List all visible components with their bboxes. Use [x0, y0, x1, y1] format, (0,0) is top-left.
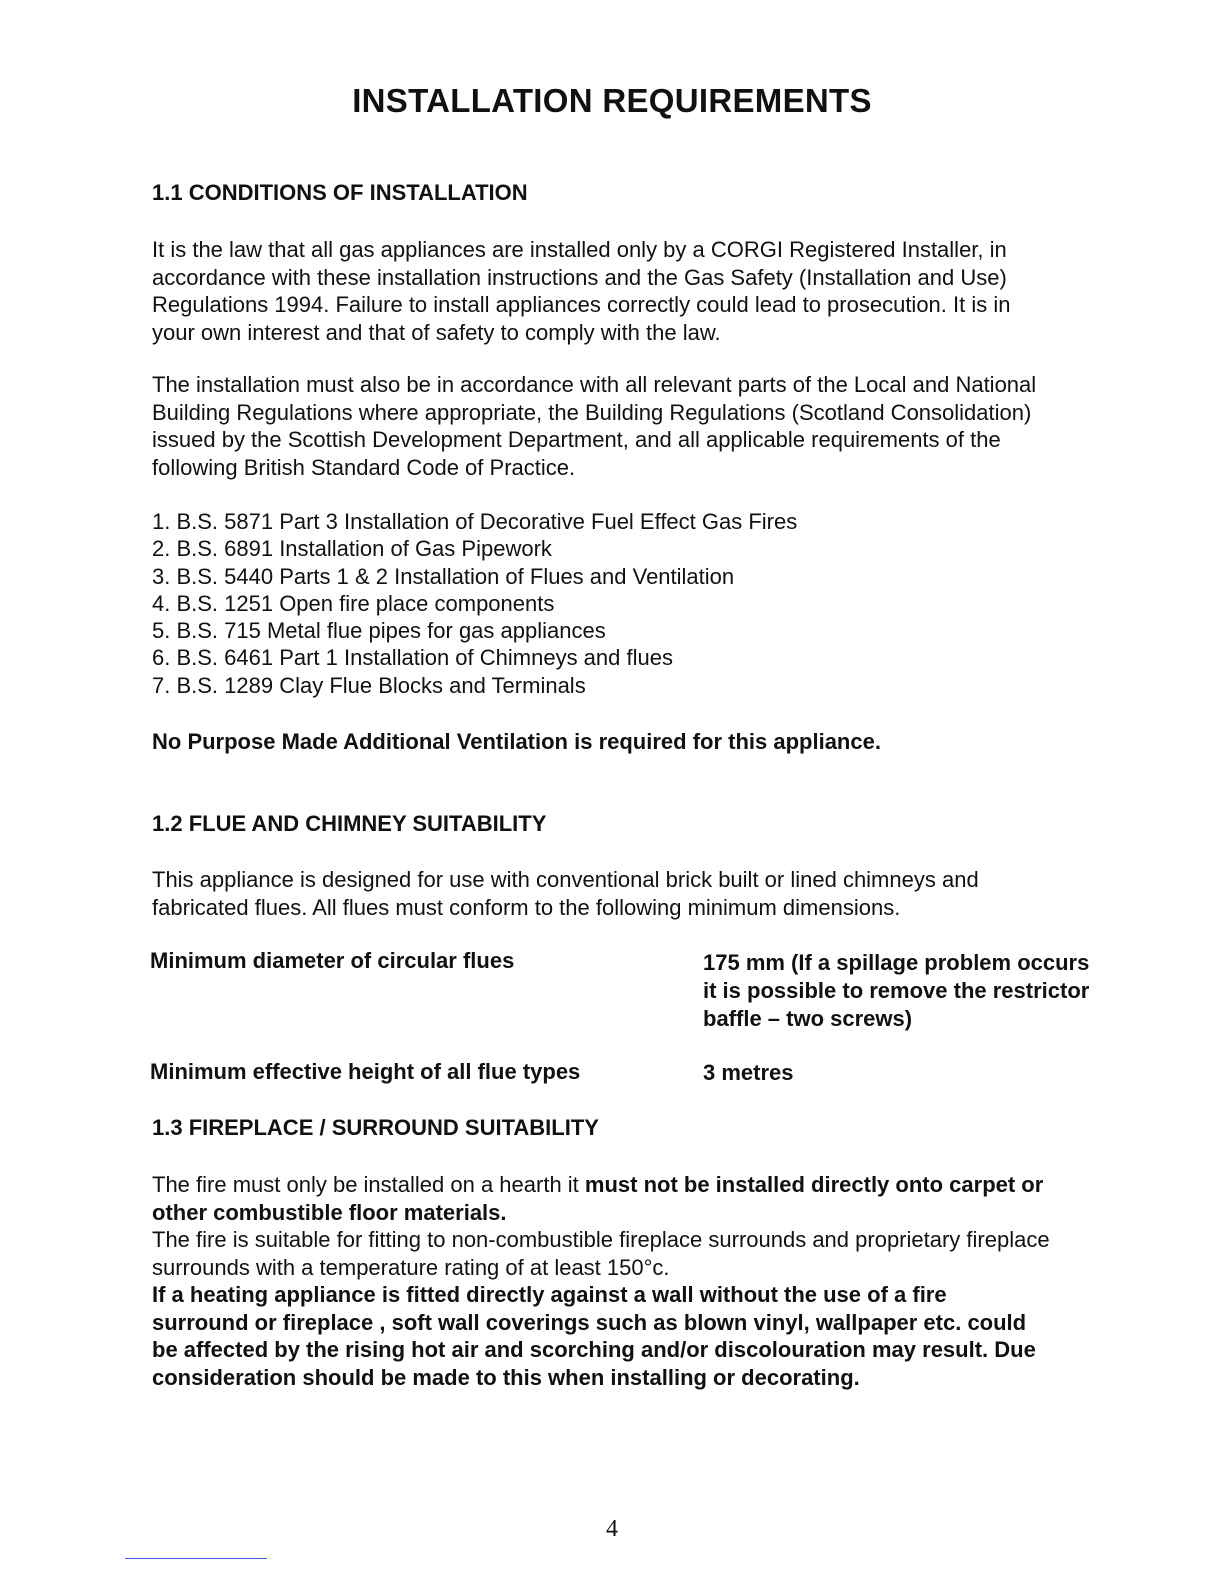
- text-line: following British Standard Code of Practice.: [152, 454, 576, 480]
- height-value: [703, 1059, 794, 1087]
- paragraph-hearth: [152, 1171, 1132, 1391]
- text-line: surrounds with a temperature rating of at least 150°c.: [152, 1254, 670, 1280]
- text-line: accordance with these installation instructions and the Gas Safety (Installation and Use): [152, 264, 1007, 290]
- text-line: The installation must also be in accordance with all relevant parts of the Local and National: [152, 372, 1037, 397]
- list-item: 1. B.S. 5871 Part 3 Installation of Decorative Fuel Effect Gas Fires: [152, 509, 798, 534]
- section-heading-fireplace: 1.3 FIREPLACE / SURROUND SUITABILITY: [152, 1115, 599, 1140]
- text-line: issued by the Scottish Development Department, and all applicable requirements of the: [152, 427, 1001, 452]
- diameter-label: Minimum diameter of circular flues: [150, 948, 515, 973]
- section-heading-conditions: 1.1 CONDITIONS OF INSTALLATION: [152, 180, 528, 205]
- text-line: This appliance is designed for use with conventional brick built or lined chimneys and: [152, 867, 979, 892]
- hearth-warning-cont: other combustible floor materials.: [152, 1199, 507, 1225]
- text-line: baffle – two screws): [703, 1006, 913, 1031]
- text-line: it is possible to remove the restrictor: [703, 978, 1090, 1003]
- diameter-value: [703, 949, 1089, 1033]
- hearth-warning: must not be installed directly onto carpet or: [584, 1172, 1044, 1197]
- hearth-text: The fire must only be installed on a hearth it: [152, 1172, 585, 1197]
- list-item: 6. B.S. 6461 Part 1 Installation of Chimneys and flues: [152, 645, 673, 671]
- text-line: be affected by the rising hot air and scorching and/or discolouration may result. Due: [152, 1337, 1036, 1362]
- text-line: consideration should be made to this when installing or decorating.: [152, 1364, 860, 1390]
- text-line: surround or fireplace , soft wall coverings such as blown vinyl, wallpaper etc. could: [152, 1309, 1027, 1335]
- divider: [125, 1558, 267, 1559]
- list-item: 5. B.S. 715 Metal flue pipes for gas appliances: [152, 618, 606, 644]
- text-line: Building Regulations where appropriate, the Building Regulations (Scotland Consolidation): [152, 399, 1032, 425]
- page-title: INSTALLATION REQUIREMENTS: [352, 82, 872, 119]
- paragraph-regulations: [152, 371, 1132, 481]
- text-line: fabricated flues. All flues must conform to the following minimum dimensions.: [152, 894, 901, 920]
- list-item: 3. B.S. 5440 Parts 1 & 2 Installation of Flues and Ventilation: [152, 563, 735, 589]
- list-item: 2. B.S. 6891 Installation of Gas Pipework: [152, 536, 552, 562]
- paragraph-law: [152, 236, 1132, 346]
- text-line: [152, 1171, 1132, 1199]
- text-line: If a heating appliance is fitted directly against a wall without the use of a fire: [152, 1282, 947, 1307]
- paragraph-flue: [152, 866, 1132, 921]
- text-line: Regulations 1994. Failure to install appliances correctly could lead to prosecution. It is in: [152, 292, 1011, 317]
- text-line: The fire is suitable for fitting to non-combustible fireplace surrounds and proprietary fireplace: [152, 1227, 1050, 1252]
- text-line: 3 metres: [703, 1060, 794, 1085]
- page-number: 4: [606, 1516, 618, 1542]
- height-label: Minimum effective height of all flue types: [150, 1059, 581, 1084]
- ventilation-note: No Purpose Made Additional Ventilation is required for this appliance.: [152, 729, 881, 754]
- list-item: 7. B.S. 1289 Clay Flue Blocks and Terminals: [152, 672, 586, 698]
- text-line: It is the law that all gas appliances are installed only by a CORGI Registered Installer, in: [152, 237, 1007, 262]
- text-line: 175 mm (If a spillage problem occurs: [703, 950, 1090, 975]
- standards-list: [152, 508, 797, 699]
- section-heading-flue: 1.2 FLUE AND CHIMNEY SUITABILITY: [152, 811, 547, 836]
- list-item: 4. B.S. 1251 Open fire place components: [152, 590, 555, 616]
- text-line: your own interest and that of safety to comply with the law.: [152, 319, 721, 345]
